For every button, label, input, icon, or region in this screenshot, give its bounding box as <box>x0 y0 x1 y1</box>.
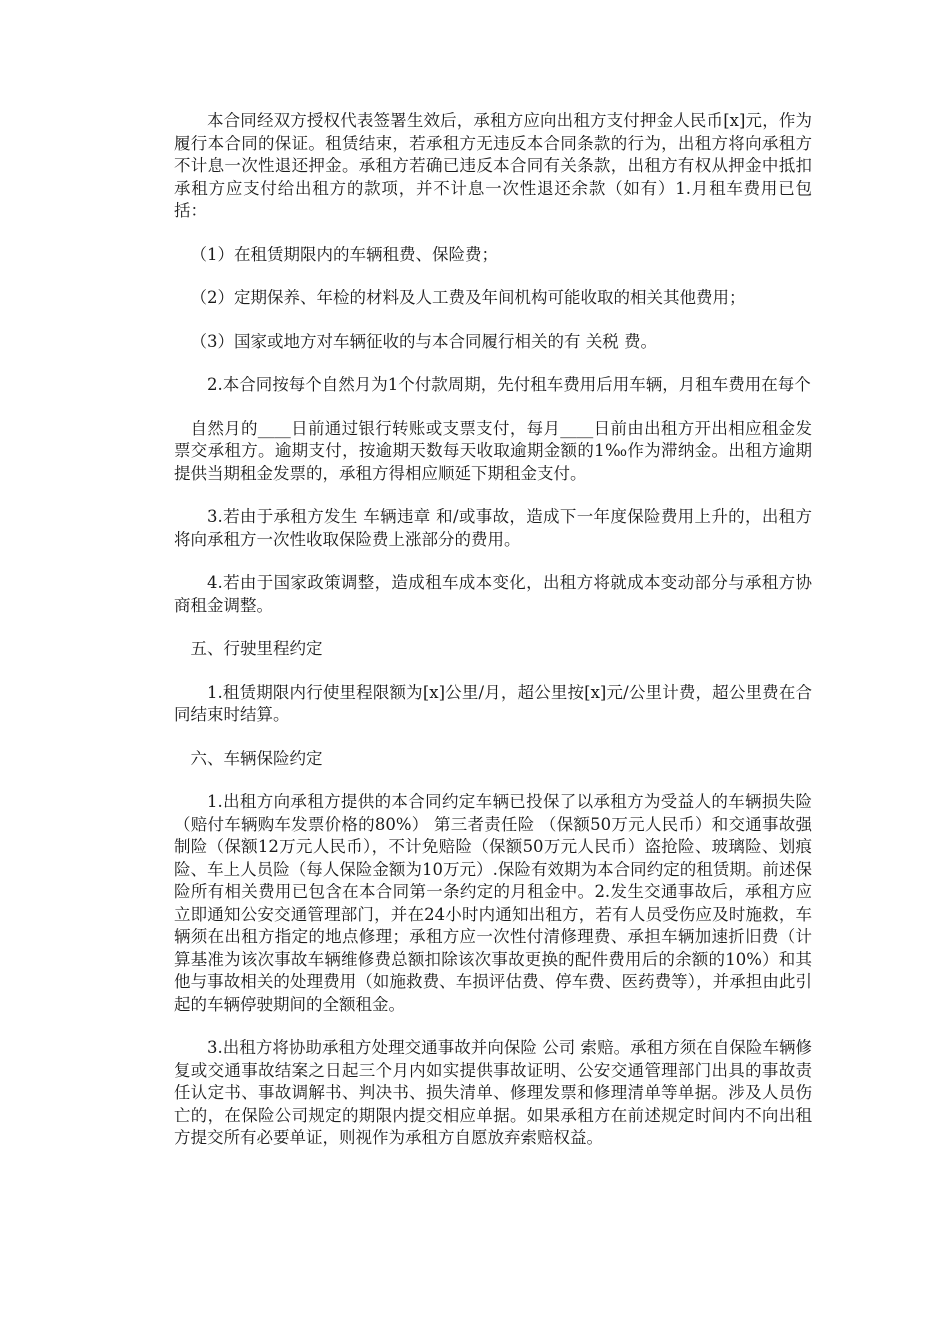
policy-adjustment-clause: 4.若由于国家政策调整，造成租车成本变化，出租方将就成本变动部分与承租方协商租金调整。 <box>174 573 812 615</box>
section-heading-insurance: 六、车辆保险约定 <box>190 748 323 768</box>
deposit-clause: 本合同经双方授权代表签署生效后，承租方应向出租方支付押金人民币[x]元，作为履行本合同的保证。租赁结束，若承租方无违反本合同条款的行为，出租方将向承租方不计息一次性退还押金。承租方若确已违反本合同有关条款，出租方有权从押金中抵扣承租方应支付给出租方的款项，并不计息一次性退还余款（如有）1.月租车费用已包括： <box>174 111 812 220</box>
payment-cycle-clause-continued: 自然月的____日前通过银行转账或支票支付，每月____日前由出租方开出相应租金发票交承租方。逾期支付，按逾期天数每天收取逾期金额的1‰作为滞纳金。出租方逾期提供当期租金发票的，承租方得相应顺延下期租金支付。 <box>174 418 812 483</box>
insurance-increase-clause: 3.若由于承租方发生 车辆违章 和/或事故，造成下一年度保险费用上升的，出租方将向承租方一次性收取保险费上涨部分的费用。 <box>174 507 812 549</box>
payment-cycle-clause: 2.本合同按每个自然月为1个付款周期，先付租车费用后用车辆，月租车费用在每个 <box>207 375 811 394</box>
section-heading-mileage: 五、行驶里程约定 <box>190 639 323 658</box>
included-item-1: （1）在租赁期限内的车辆租费、保险费； <box>190 244 498 264</box>
included-item-2: （2）定期保养、年检的材料及人工费及年间机构可能收取的相关其他费用； <box>190 288 746 307</box>
mileage-limit-clause: 1.租赁期限内行使里程限额为[x]公里/月，超公里按[x]元/公里计费，超公里费在合同结束时结算。 <box>174 682 812 724</box>
included-item-3: （3）国家或地方对车辆征收的与本合同履行相关的有 关税 费。 <box>190 331 657 351</box>
insurance-claim-clause: 3.出租方将协助承租方处理交通事故并向保险 公司 索赔。承租方须在自保险车辆修复或交通事故结案之日起三个月内如实提供事故证明、公安交通管理部门出具的事故责任认定书、事故调解书、判决书、损失清单、修理发票和修理清单等单据。涉及人员伤亡的，在保险公司规定的期限内提交相应单据。如果承租方在前述规定时间内不向出租方提交所有必要单证，则视作为承租方自愿放弃索赔权益。 <box>174 1038 812 1147</box>
insurance-coverage-clause: 1.出租方向承租方提供的本合同约定车辆已投保了以承租方为受益人的车辆损失险（赔付车辆购车发票价格的80%） 第三者责任险 （保额50万元人民币）和交通事故强制险（保额12万元人民币），不计免赔险（保额50万元人民币）盗抢险、玻璃险、划痕险、车上人员险（每人保险金额为10万元）.保险有效期为本合同约定的租赁期。前述保险所有相关费用已包含在本合同第一条约定的月租金中。2.发生交通事故后，承租方应立即通知公安交通管理部门，并在24小时内通知出租方，若有人员受伤应及时施救，车辆须在出租方指定的地点修理；承租方应一次性付清修理费、承担车辆加速折旧费（计算基准为该次事故车辆维修费总额扣除该次事故更换的配件费用后的余额的10%）和其他与事故相关的处理费用（如施救费、车损评估费、停车费、医药费等），并承担由此引起的车辆停驶期间的全额租金。 <box>174 792 812 1014</box>
